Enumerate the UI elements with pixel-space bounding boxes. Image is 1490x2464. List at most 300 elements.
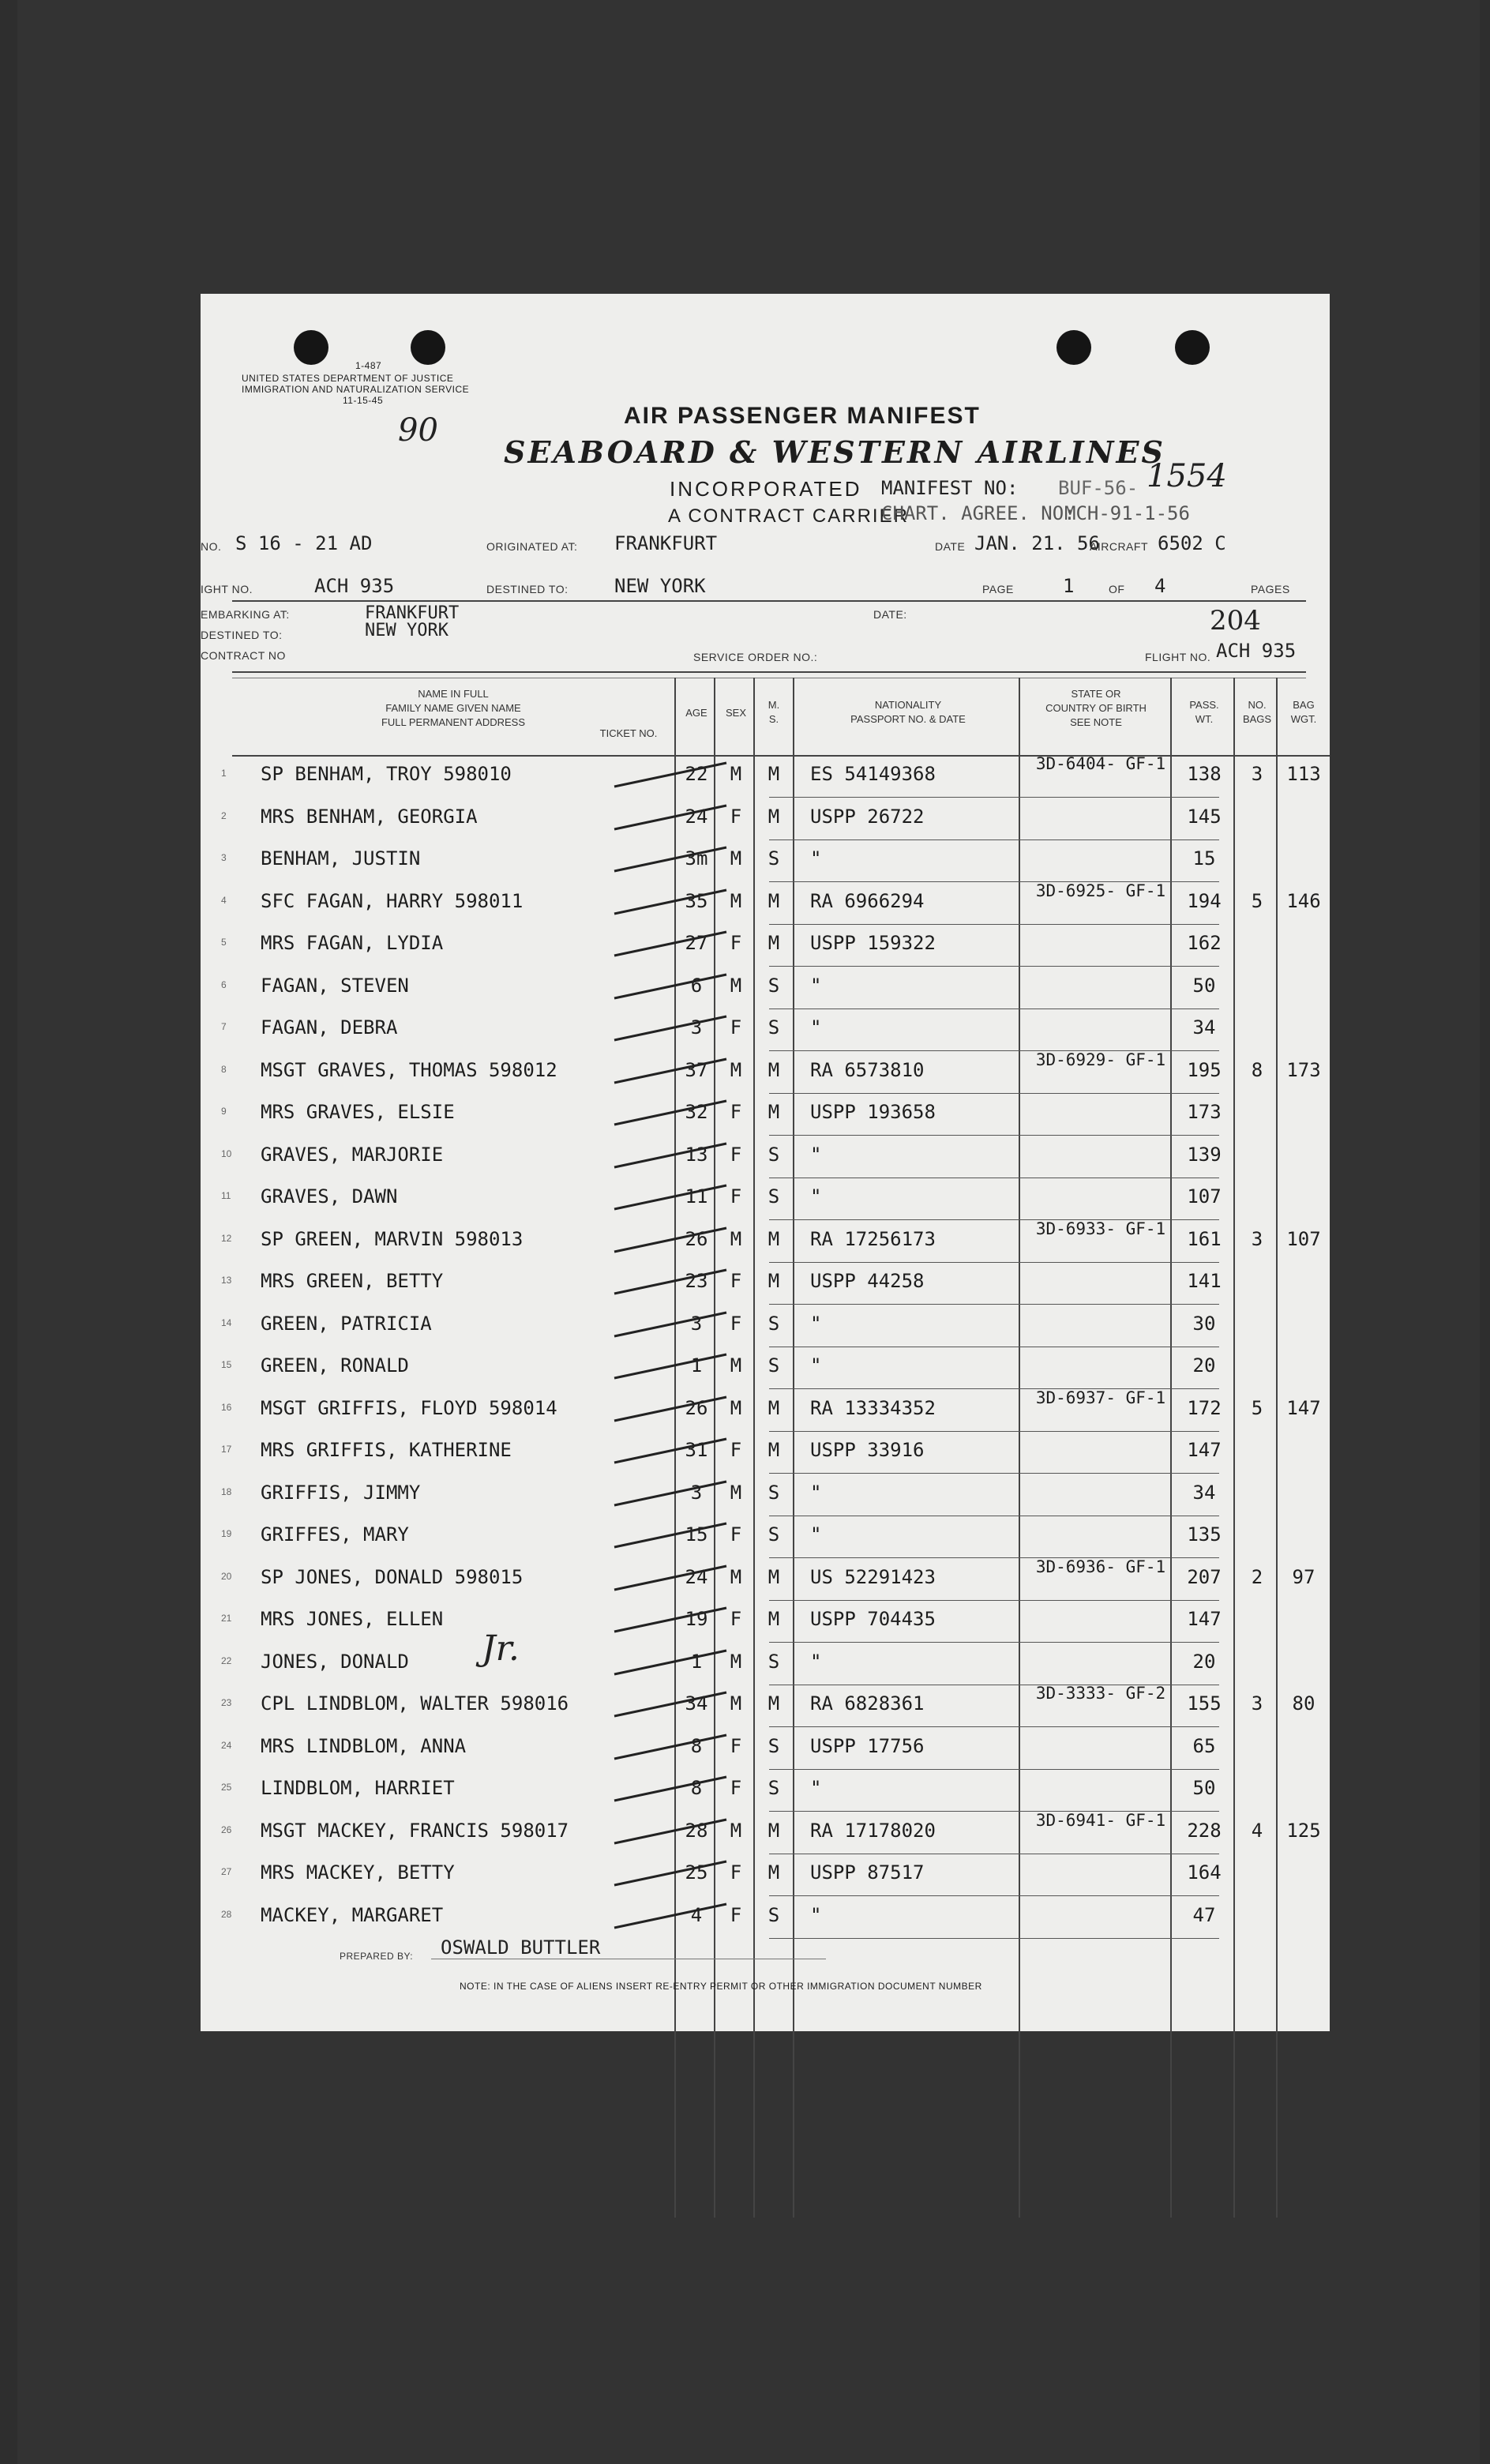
bag-weight: 146 — [1286, 889, 1321, 912]
tally-stroke-icon — [611, 760, 730, 791]
passenger-age: 15 — [685, 1523, 708, 1546]
flight2-label: FLIGHT NO. — [1145, 651, 1211, 663]
bag-weight: 80 — [1292, 1692, 1315, 1715]
passenger-sex: F — [730, 1439, 742, 1461]
tally-stroke-icon — [611, 1098, 730, 1129]
passport-number: " — [810, 847, 822, 870]
table-row — [201, 1347, 1330, 1389]
passenger-sex: F — [730, 1312, 742, 1335]
passport-number: " — [810, 1185, 822, 1208]
table-row — [201, 1769, 1330, 1812]
page-number: 1 — [1063, 575, 1075, 597]
passenger-age: 34 — [685, 1692, 708, 1715]
passenger-sex: M — [730, 1565, 742, 1588]
passenger-age: 25 — [685, 1861, 708, 1884]
charter-no: MCH-91-1-56 — [1064, 502, 1190, 524]
manifest-title: AIR PASSENGER MANIFEST — [624, 403, 981, 429]
col-nationality-header: NATIONALITY PASSPORT NO. & DATE — [850, 699, 966, 725]
footer-note: NOTE: IN THE CASE OF ALIENS INSERT RE-ENTRY PERMIT OR OTHER IMMIGRATION DOCUMENT NUMBER — [460, 1981, 982, 1992]
manifest-no: BUF-56- — [1058, 477, 1139, 499]
row-number: 3 — [221, 852, 227, 863]
table-row — [201, 967, 1330, 1009]
passenger-marital-status: S — [768, 1312, 780, 1335]
passenger-marital-status: S — [768, 1777, 780, 1799]
bag-count: 5 — [1251, 1396, 1263, 1419]
passenger-name: CPL LINDBLOM, WALTER 598016 — [261, 1692, 569, 1715]
passenger-name: FAGAN, DEBRA — [261, 1016, 398, 1039]
passenger-age: 1 — [690, 1650, 703, 1673]
passport-number: " — [810, 1903, 822, 1926]
tally-stroke-icon — [611, 1732, 730, 1763]
charter-label: CHART. AGREE. NO: — [881, 502, 1075, 524]
passenger-weight: 138 — [1187, 763, 1222, 785]
row-rule — [769, 1938, 1219, 1939]
passenger-name: SP GREEN, MARVIN 598013 — [261, 1227, 524, 1250]
passenger-name: MACKEY, MARGARET — [261, 1903, 444, 1926]
passenger-weight: 34 — [1192, 1481, 1216, 1504]
tally-stroke-icon — [611, 887, 730, 918]
passenger-sex: F — [730, 1861, 742, 1884]
bag-count: 8 — [1251, 1058, 1263, 1081]
passenger-marital-status: S — [768, 1354, 780, 1377]
passenger-name: LINDBLOM, HARRIET — [261, 1777, 455, 1799]
bag-weight: 125 — [1286, 1819, 1321, 1842]
passenger-sex: F — [730, 1270, 742, 1292]
table-row — [201, 1558, 1330, 1601]
passenger-weight: 50 — [1192, 1777, 1216, 1799]
bag-weight: 113 — [1286, 763, 1321, 785]
tally-stroke-icon — [611, 844, 730, 876]
row-number: 16 — [221, 1401, 232, 1413]
passenger-sex: M — [730, 1058, 742, 1081]
passenger-age: 6 — [690, 974, 703, 997]
row-number: 21 — [221, 1613, 232, 1624]
passenger-marital-status: S — [768, 974, 780, 997]
tally-stroke-icon — [611, 929, 730, 960]
passenger-age: 22 — [685, 763, 708, 785]
tally-stroke-icon — [611, 1563, 730, 1594]
table-row — [201, 1643, 1330, 1685]
passenger-weight: 50 — [1192, 974, 1216, 997]
passport-number: USPP 26722 — [810, 805, 925, 828]
manifest-no-label: MANIFEST NO: — [881, 477, 1019, 499]
passenger-weight: 161 — [1187, 1227, 1222, 1250]
passenger-sex: M — [730, 1227, 742, 1250]
date: JAN. 21. 56 — [974, 532, 1100, 554]
bag-weight: 107 — [1286, 1227, 1321, 1250]
pages-label: PAGES — [1251, 583, 1290, 595]
passenger-marital-status: M — [768, 1101, 780, 1123]
row-number: 10 — [221, 1147, 232, 1159]
bag-weight: 147 — [1286, 1396, 1321, 1419]
row-number: 8 — [221, 1063, 227, 1075]
passenger-sex: F — [730, 1608, 742, 1630]
passenger-name: MRS GRIFFIS, KATHERINE — [261, 1439, 512, 1461]
row-number: 23 — [221, 1697, 232, 1708]
birth-state: 3D-6941- GF-1 — [1035, 1810, 1166, 1830]
passenger-marital-status: S — [768, 1523, 780, 1546]
table-row — [201, 1262, 1330, 1305]
service-order-label: SERVICE ORDER NO.: — [693, 651, 818, 663]
handwritten-total: 204 — [1210, 605, 1261, 637]
row-number: 1 — [221, 768, 227, 779]
col-ticket-header: TICKET NO. — [599, 727, 658, 739]
flight-label: IGHT NO. — [201, 583, 253, 595]
bag-count: 4 — [1251, 1819, 1263, 1842]
embarking: FRANKFURT — [365, 603, 460, 623]
table-row — [201, 1896, 1330, 1939]
passenger-sex: M — [730, 974, 742, 997]
passenger-weight: 139 — [1187, 1143, 1222, 1166]
passport-number: " — [810, 1650, 822, 1673]
tally-stroke-icon — [611, 802, 730, 834]
tally-stroke-icon — [611, 1013, 730, 1045]
passenger-name: MRS FAGAN, LYDIA — [261, 932, 444, 954]
birth-state: 3D-6933- GF-1 — [1035, 1219, 1166, 1238]
table-row — [201, 1727, 1330, 1770]
passenger-weight: 15 — [1192, 847, 1216, 870]
passenger-weight: 141 — [1187, 1270, 1222, 1292]
passenger-weight: 228 — [1187, 1819, 1222, 1842]
passenger-name: MRS GREEN, BETTY — [261, 1270, 444, 1292]
birth-state: 3D-6404- GF-1 — [1035, 754, 1166, 773]
passenger-marital-status: M — [768, 1227, 780, 1250]
tally-stroke-icon — [611, 1901, 730, 1933]
trip-no-label: NO. — [201, 540, 222, 553]
passenger-name: MRS GRAVES, ELSIE — [261, 1101, 455, 1123]
table-row — [201, 1009, 1330, 1051]
passenger-sex: F — [730, 1734, 742, 1757]
passenger-marital-status: M — [768, 1692, 780, 1715]
punch-hole — [411, 330, 445, 365]
passenger-weight: 164 — [1187, 1861, 1222, 1884]
passport-number: USPP 87517 — [810, 1861, 925, 1884]
passenger-name: GREEN, PATRICIA — [261, 1312, 432, 1335]
passport-number: USPP 44258 — [810, 1270, 925, 1292]
passenger-sex: M — [730, 847, 742, 870]
agency-date: 11-15-45 — [343, 395, 384, 406]
passport-number: USPP 17756 — [810, 1734, 925, 1757]
table-row — [201, 924, 1330, 967]
passenger-name: GRIFFIS, JIMMY — [261, 1481, 421, 1504]
passenger-marital-status: S — [768, 1650, 780, 1673]
passenger-age: 32 — [685, 1101, 708, 1123]
row-number: 18 — [221, 1486, 232, 1497]
table-row — [201, 1431, 1330, 1474]
passport-number: " — [810, 1523, 822, 1546]
row-number: 25 — [221, 1782, 232, 1793]
passenger-weight: 173 — [1187, 1101, 1222, 1123]
passenger-name: MSGT MACKEY, FRANCIS 598017 — [261, 1819, 569, 1842]
table-row — [201, 1854, 1330, 1896]
passenger-marital-status: M — [768, 1861, 780, 1884]
passenger-sex: M — [730, 1692, 742, 1715]
passenger-name: SP JONES, DONALD 598015 — [261, 1565, 524, 1588]
tally-stroke-icon — [611, 971, 730, 1003]
bag-count: 3 — [1251, 763, 1263, 785]
row-number: 22 — [221, 1655, 232, 1666]
passenger-marital-status: M — [768, 889, 780, 912]
row-number: 7 — [221, 1021, 227, 1032]
passenger-age: 26 — [685, 1227, 708, 1250]
passenger-age: 26 — [685, 1396, 708, 1419]
passenger-weight: 20 — [1192, 1650, 1216, 1673]
table-row — [201, 1220, 1330, 1263]
tally-stroke-icon — [611, 1182, 730, 1214]
bag-weight: 173 — [1286, 1058, 1321, 1081]
passenger-sex: M — [730, 1650, 742, 1673]
divider — [232, 671, 1306, 673]
passenger-sex: F — [730, 805, 742, 828]
passenger-weight: 162 — [1187, 932, 1222, 954]
passenger-marital-status: S — [768, 1734, 780, 1757]
tally-stroke-icon — [611, 1520, 730, 1552]
passenger-marital-status: S — [768, 1903, 780, 1926]
row-number: 6 — [221, 978, 227, 990]
manifest-sheet — [201, 294, 1330, 2031]
bag-count: 3 — [1251, 1692, 1263, 1715]
agency-line2: IMMIGRATION AND NATURALIZATION SERVICE — [242, 384, 470, 395]
passenger-weight: 107 — [1187, 1185, 1222, 1208]
table-row — [201, 1389, 1330, 1432]
bag-weight: 97 — [1292, 1565, 1315, 1588]
contract-carrier-label: A CONTRACT CARRIER — [668, 505, 909, 527]
tally-stroke-icon — [611, 1225, 730, 1256]
passenger-weight: 194 — [1187, 889, 1222, 912]
tally-stroke-icon — [611, 1478, 730, 1510]
handwritten-number: 90 — [398, 412, 438, 449]
col-weight-header: PASS. WT. — [1189, 699, 1219, 725]
passport-number: " — [810, 1777, 822, 1799]
passport-number: RA 17256173 — [810, 1227, 936, 1250]
flight2-no: ACH 935 — [1216, 640, 1297, 662]
passport-number: USPP 33916 — [810, 1439, 925, 1461]
table-row — [201, 839, 1330, 882]
table-row — [201, 798, 1330, 840]
destined2-label: DESTINED TO: — [201, 629, 283, 641]
passenger-name: BENHAM, JUSTIN — [261, 847, 421, 870]
table-row — [201, 1812, 1330, 1854]
handwritten-jr: Jr. — [482, 1628, 520, 1669]
passenger-sex: F — [730, 932, 742, 954]
table-row — [201, 882, 1330, 925]
passenger-age: 3 — [690, 1312, 703, 1335]
passenger-marital-status: S — [768, 1143, 780, 1166]
table-row — [201, 1136, 1330, 1178]
col-sex-header: SEX — [725, 707, 746, 719]
passenger-name: GRAVES, MARJORIE — [261, 1143, 444, 1166]
passenger-marital-status: M — [768, 1565, 780, 1588]
passenger-sex: F — [730, 1523, 742, 1546]
passenger-age: 3 — [690, 1481, 703, 1504]
passport-number: " — [810, 974, 822, 997]
row-number: 20 — [221, 1570, 232, 1582]
table-row — [201, 1093, 1330, 1136]
passenger-age: 13 — [685, 1143, 708, 1166]
tally-stroke-icon — [611, 1689, 730, 1721]
originated-label: ORIGINATED AT: — [486, 540, 578, 553]
table-row — [201, 1305, 1330, 1347]
bag-count: 3 — [1251, 1227, 1263, 1250]
passenger-weight: 207 — [1187, 1565, 1222, 1588]
punch-hole — [1057, 330, 1091, 365]
passport-number: " — [810, 1143, 822, 1166]
date2-label: DATE: — [873, 608, 907, 621]
tally-stroke-icon — [611, 1436, 730, 1467]
passenger-name: SFC FAGAN, HARRY 598011 — [261, 889, 524, 912]
row-number: 15 — [221, 1359, 232, 1370]
passenger-weight: 65 — [1192, 1734, 1216, 1757]
bag-count: 2 — [1251, 1565, 1263, 1588]
passenger-age: 23 — [685, 1270, 708, 1292]
destined: NEW YORK — [614, 575, 706, 597]
passenger-sex: F — [730, 1185, 742, 1208]
row-number: 17 — [221, 1444, 232, 1455]
row-number: 27 — [221, 1866, 232, 1877]
passenger-name: GREEN, RONALD — [261, 1354, 409, 1377]
passenger-name: MRS MACKEY, BETTY — [261, 1861, 455, 1884]
tally-stroke-icon — [611, 1647, 730, 1679]
birth-state: 3D-3333- GF-2 — [1035, 1684, 1166, 1703]
passport-number: RA 6573810 — [810, 1058, 925, 1081]
row-number: 4 — [221, 894, 227, 906]
passenger-marital-status: M — [768, 1608, 780, 1630]
passenger-sex: M — [730, 1354, 742, 1377]
airline-name: SEABOARD & WESTERN AIRLINES — [504, 434, 1165, 470]
tally-stroke-icon — [611, 1351, 730, 1383]
col-age-header: AGE — [685, 707, 707, 719]
trip-no: S 16 - 21 AD — [235, 532, 373, 554]
flight-no: ACH 935 — [314, 575, 395, 597]
passport-number: " — [810, 1016, 822, 1039]
passenger-age: 3m — [685, 847, 708, 870]
passenger-name: MRS LINDBLOM, ANNA — [261, 1734, 467, 1757]
passenger-name: MRS BENHAM, GEORGIA — [261, 805, 478, 828]
tally-stroke-icon — [611, 1309, 730, 1341]
col-name-header: NAME IN FULL FAMILY NAME GIVEN NAME FULL PERMANENT ADDRESS — [381, 688, 526, 728]
passport-number: US 52291423 — [810, 1565, 936, 1588]
passenger-name: SP BENHAM, TROY 598010 — [261, 763, 512, 785]
contract-no-label: CONTRACT NO — [201, 649, 286, 662]
passenger-sex: F — [730, 1777, 742, 1799]
passenger-marital-status: M — [768, 932, 780, 954]
tally-stroke-icon — [611, 1605, 730, 1636]
passport-number: RA 6828361 — [810, 1692, 925, 1715]
passenger-weight: 172 — [1187, 1396, 1222, 1419]
passenger-marital-status: M — [768, 805, 780, 828]
passenger-age: 4 — [690, 1903, 703, 1926]
of-label: OF — [1109, 583, 1125, 595]
row-number: 12 — [221, 1232, 232, 1244]
passenger-marital-status: M — [768, 1819, 780, 1842]
passenger-sex: M — [730, 1396, 742, 1419]
destined2: NEW YORK — [365, 621, 449, 640]
passenger-marital-status: M — [768, 1058, 780, 1081]
prepared-by: OSWALD BUTTLER — [441, 1936, 601, 1959]
passenger-weight: 147 — [1187, 1439, 1222, 1461]
table-row — [201, 1685, 1330, 1727]
passenger-sex: M — [730, 1819, 742, 1842]
table-row — [201, 755, 1330, 798]
passenger-weight: 195 — [1187, 1058, 1222, 1081]
passport-number: ES 54149368 — [810, 763, 936, 785]
punch-hole — [294, 330, 328, 365]
passenger-age: 11 — [685, 1185, 708, 1208]
passenger-age: 19 — [685, 1608, 708, 1630]
incorporated-label: INCORPORATED — [670, 477, 862, 501]
passenger-age: 3 — [690, 1016, 703, 1039]
aircraft-label: AIRCRAFT — [1090, 540, 1148, 553]
passenger-marital-status: M — [768, 763, 780, 785]
passenger-age: 37 — [685, 1058, 708, 1081]
birth-state: 3D-6929- GF-1 — [1035, 1050, 1166, 1069]
handwritten-manifest-suffix: 1554 — [1147, 458, 1227, 494]
passport-number: " — [810, 1481, 822, 1504]
date-label: DATE — [935, 540, 966, 553]
passport-number: USPP 193658 — [810, 1101, 936, 1123]
passport-number: " — [810, 1354, 822, 1377]
birth-state: 3D-6936- GF-1 — [1035, 1557, 1166, 1576]
table-row — [201, 1474, 1330, 1516]
passenger-name: FAGAN, STEVEN — [261, 974, 409, 997]
row-number: 2 — [221, 809, 227, 821]
page-label: PAGE — [982, 583, 1014, 595]
bag-count: 5 — [1251, 889, 1263, 912]
passenger-weight: 145 — [1187, 805, 1222, 828]
col-bags-header: NO. BAGS — [1242, 699, 1272, 725]
punch-hole — [1175, 330, 1210, 365]
passenger-sex: F — [730, 1101, 742, 1123]
passenger-marital-status: M — [768, 1439, 780, 1461]
passenger-age: 24 — [685, 1565, 708, 1588]
passenger-age: 1 — [690, 1354, 703, 1377]
row-number: 28 — [221, 1908, 232, 1920]
passenger-weight: 30 — [1192, 1312, 1216, 1335]
passenger-name: GRIFFES, MARY — [261, 1523, 409, 1546]
embarking-label: EMBARKING AT: — [201, 608, 290, 621]
originated: FRANKFURT — [614, 532, 718, 554]
tally-stroke-icon — [611, 1816, 730, 1848]
destined-label: DESTINED TO: — [486, 583, 569, 595]
passport-number: USPP 159322 — [810, 932, 936, 954]
row-number: 24 — [221, 1739, 232, 1751]
table-row — [201, 1516, 1330, 1558]
row-number: 13 — [221, 1275, 232, 1286]
passenger-age: 28 — [685, 1819, 708, 1842]
passenger-sex: F — [730, 1016, 742, 1039]
passenger-name: GRAVES, DAWN — [261, 1185, 398, 1208]
col-birth-header: STATE OR COUNTRY OF BIRTH SEE NOTE — [1045, 688, 1147, 728]
tally-stroke-icon — [611, 1140, 730, 1172]
passenger-marital-status: M — [768, 1270, 780, 1292]
passport-number: RA 13334352 — [810, 1396, 936, 1419]
passenger-marital-status: S — [768, 1016, 780, 1039]
birth-state: 3D-6925- GF-1 — [1035, 881, 1166, 900]
passport-number: " — [810, 1312, 822, 1335]
table-row — [201, 1051, 1330, 1094]
page-count: 4 — [1154, 575, 1166, 597]
row-number: 19 — [221, 1528, 232, 1539]
passenger-weight: 34 — [1192, 1016, 1216, 1039]
row-number: 11 — [221, 1190, 231, 1201]
passenger-age: 24 — [685, 805, 708, 828]
passenger-marital-status: M — [768, 1396, 780, 1419]
passenger-marital-status: S — [768, 1185, 780, 1208]
tally-stroke-icon — [611, 1394, 730, 1425]
tally-stroke-icon — [611, 1858, 730, 1890]
row-number: 26 — [221, 1824, 232, 1835]
passenger-sex: M — [730, 1481, 742, 1504]
